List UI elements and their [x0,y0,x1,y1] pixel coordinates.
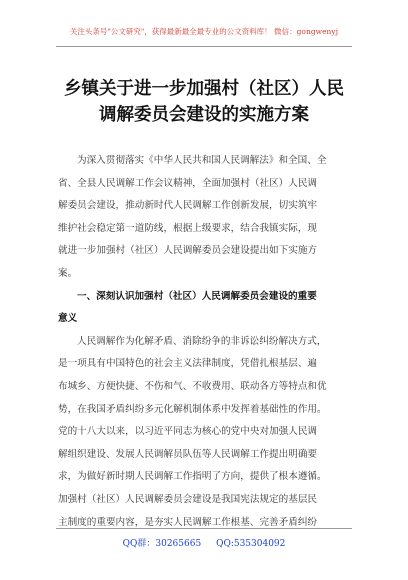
section1-body-line: 是一项具有中国特色的社会主义法律制度，凭借扎根基层、遍 [58,358,318,370]
title-line-1: 乡镇关于进一步加强村（社区）人民 [64,79,344,99]
section1-body-line: 势，在我国矛盾纠纷多元化解机制体系中发挥着基础性的作用。 [58,403,327,415]
section1-body-line: 人民调解作为化解矛盾、消除纷争的非诉讼纠纷解决方式， [77,335,327,347]
section1-body-line: 加强村（社区）人民调解委员会建设是我国宪法规定的基层民 [58,493,318,505]
document-title [0,76,408,128]
intro-line: 为深入贯彻落实《中华人民共和国人民调解法》和全国、全 [77,155,327,166]
section1-body-line: 求，为做好新时期人民调解工作指明了方向，提供了根本遵循。 [58,471,327,483]
qq-group-number: QQ群：30265665 [122,539,202,549]
section1-body-line: 主制度的重要内容，是夯实人民调解工作根基、完善矛盾纠纷 [58,516,318,528]
contact-footer [0,536,408,549]
header-divider [56,46,352,47]
intro-line: 就进一步加强村（社区）人民调解委员会建设提出如下实施方 [58,245,318,257]
intro-line: 省、全县人民调解工作会议精神，全面加强村（社区）人民调 [58,177,318,189]
document-body [58,150,358,534]
section1-body-line: 党的十八大以来，以习近平同志为核心的党中央对加强人民调 [58,426,318,438]
footer-divider [56,528,352,529]
intro-line: 维护社会稳定第一道防线，根据上级要求，结合我镇实际，现 [58,222,318,234]
section-heading-1: 一、深刻认识加强村（社区）人民调解委员会建设的重要 [77,290,317,302]
intro-line: 案。 [58,267,78,279]
section-heading-1-cont: 意义 [58,313,78,325]
promo-header: 关注头条号"公文研究"，获得最新最全最专业的公文资料库！ 微信：gongwenyj [69,27,339,36]
intro-line: 解委员会建设，推动新时代人民调解工作创新发展，切实筑牢 [58,200,318,212]
section1-body-line: 布城乡、方便快捷、不伤和气、不收费用、联动各方等特点和优 [58,380,327,392]
title-line-2: 调解委员会建设的实施方案 [99,105,309,125]
section1-body-line: 解组织建设、发展人民调解员队伍等人民调解工作提出明确要 [58,448,318,460]
qq-number: QQ:535304092 [216,539,286,549]
